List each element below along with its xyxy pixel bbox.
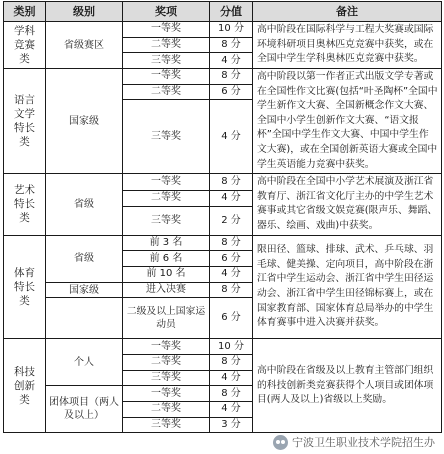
score-cell: 10 分: [210, 339, 253, 355]
table-header-row: [4, 2, 442, 22]
level-tech-individual: 个人: [46, 339, 123, 386]
score-cell: 8 分: [210, 174, 253, 190]
score-cell: 6 分: [210, 298, 253, 339]
award-cell: 前 6 名: [123, 251, 210, 267]
award-cell: 二等奖: [123, 190, 210, 206]
award-cell: 一等奖: [123, 339, 210, 355]
score-cell: 8 分: [210, 282, 253, 298]
score-cell: 6 分: [210, 251, 253, 267]
header-note: 备注: [253, 2, 442, 22]
award-cell: 一等奖: [123, 174, 210, 190]
note-tech: 高中阶段在省级及以上教育主管部门组织的科技创新类竞赛获得个人项目或团体项目(两人及以上)省级以上奖励。: [253, 339, 442, 433]
note-science: 高中阶段在国际科学与工程大奖赛或国际环境科研项目奥林匹克竞赛中获奖，或在全国中学生学科奥林匹克竞赛中获奖。: [253, 22, 442, 69]
award-cell: 二等奖: [123, 84, 210, 100]
header-award: 奖项: [123, 2, 210, 22]
score-cell: 10 分: [210, 22, 253, 38]
award-scoring-table: [3, 1, 442, 433]
category-language: 语言文学特长类: [4, 69, 46, 174]
score-cell: 6 分: [210, 84, 253, 100]
award-cell: 一等奖: [123, 386, 210, 402]
category-tech: 科技创新类: [4, 339, 46, 433]
score-cell: 4 分: [210, 402, 253, 418]
score-cell: 8 分: [210, 386, 253, 402]
level-sports-athlete-empty: [46, 298, 123, 339]
score-cell: 4 分: [210, 100, 253, 174]
score-cell: 4 分: [210, 53, 253, 69]
award-cell: 三等奖: [123, 417, 210, 433]
score-cell: 4 分: [210, 266, 253, 282]
header-category: 类别: [4, 2, 46, 22]
award-cell: 二等奖: [123, 402, 210, 418]
header-level: 级别: [46, 2, 123, 22]
level-sports-provincial: 省级: [46, 235, 123, 282]
award-cell: 二等奖: [123, 37, 210, 53]
score-cell: 8 分: [210, 37, 253, 53]
score-cell: 4 分: [210, 370, 253, 386]
score-cell: 8 分: [210, 235, 253, 251]
level-tech-team: 团体项目（两人及以上）: [46, 386, 123, 433]
category-science: 学科竞赛类: [4, 22, 46, 69]
award-cell: 前 10 名: [123, 266, 210, 282]
level-sports-national: 国家级: [46, 282, 123, 298]
header-score: 分值: [210, 2, 253, 22]
score-cell: 4 分: [210, 190, 253, 206]
table-row: [4, 174, 442, 190]
award-cell: 二等奖: [123, 355, 210, 371]
category-sports: 体育特长类: [4, 235, 46, 339]
award-cell: 三等奖: [123, 207, 210, 235]
award-cell: 一等奖: [123, 22, 210, 38]
note-sports: 限田径、篮球、排球、武术、乒乓球、羽毛球、健美操、定向项目，高中阶段在浙江省中学生运动会、浙江省中学生田径运动会、浙江省中学生田径锦标赛上，或在国家教育部、国家体育总局举办的中学生体育赛事中进入决赛并获奖。: [253, 235, 442, 339]
table-row: [4, 69, 442, 85]
award-cell: 三等奖: [123, 100, 210, 174]
note-art: 高中阶段在全国中小学艺术展演及浙江省教育厅、浙江省文化厅主办的中学生艺术赛事或其它省级文娱竞赛(限声乐、舞蹈、器乐、绘画、戏曲)中获奖。: [253, 174, 442, 235]
score-cell: 2 分: [210, 207, 253, 235]
account-watermark: [270, 433, 438, 451]
award-cell: 进入决赛: [123, 282, 210, 298]
level-art: 省级: [46, 174, 123, 235]
table-row: [4, 22, 442, 38]
table-row: [4, 235, 442, 251]
award-cell: 二级及以上国家运动员: [123, 298, 210, 339]
award-cell: 三等奖: [123, 53, 210, 69]
award-cell: 前 3 名: [123, 235, 210, 251]
wechat-icon: [273, 435, 288, 450]
table-row: [4, 339, 442, 355]
award-cell: 三等奖: [123, 370, 210, 386]
note-language: 高中阶段以第一作者正式出版文学专著或在全国性作文比赛(包括“叶圣陶杯”全国中学生新作文大赛、全国新概念作文大赛、全国中小学生创新作文大赛、“语文报杯”全国中学生作文大赛、中国中学生作文大赛)，或在全国创新英语大赛或全国中学生英语能力竞赛中获奖。: [253, 69, 442, 174]
level-science: 省级赛区: [46, 22, 123, 69]
score-cell: 8 分: [210, 355, 253, 371]
level-language: 国家级: [46, 69, 123, 174]
score-cell: 3 分: [210, 417, 253, 433]
score-cell: 8 分: [210, 69, 253, 85]
watermark-text: 宁波卫生职业技术学院招生办: [292, 436, 435, 449]
category-art: 艺术特长类: [4, 174, 46, 235]
award-cell: 一等奖: [123, 69, 210, 85]
